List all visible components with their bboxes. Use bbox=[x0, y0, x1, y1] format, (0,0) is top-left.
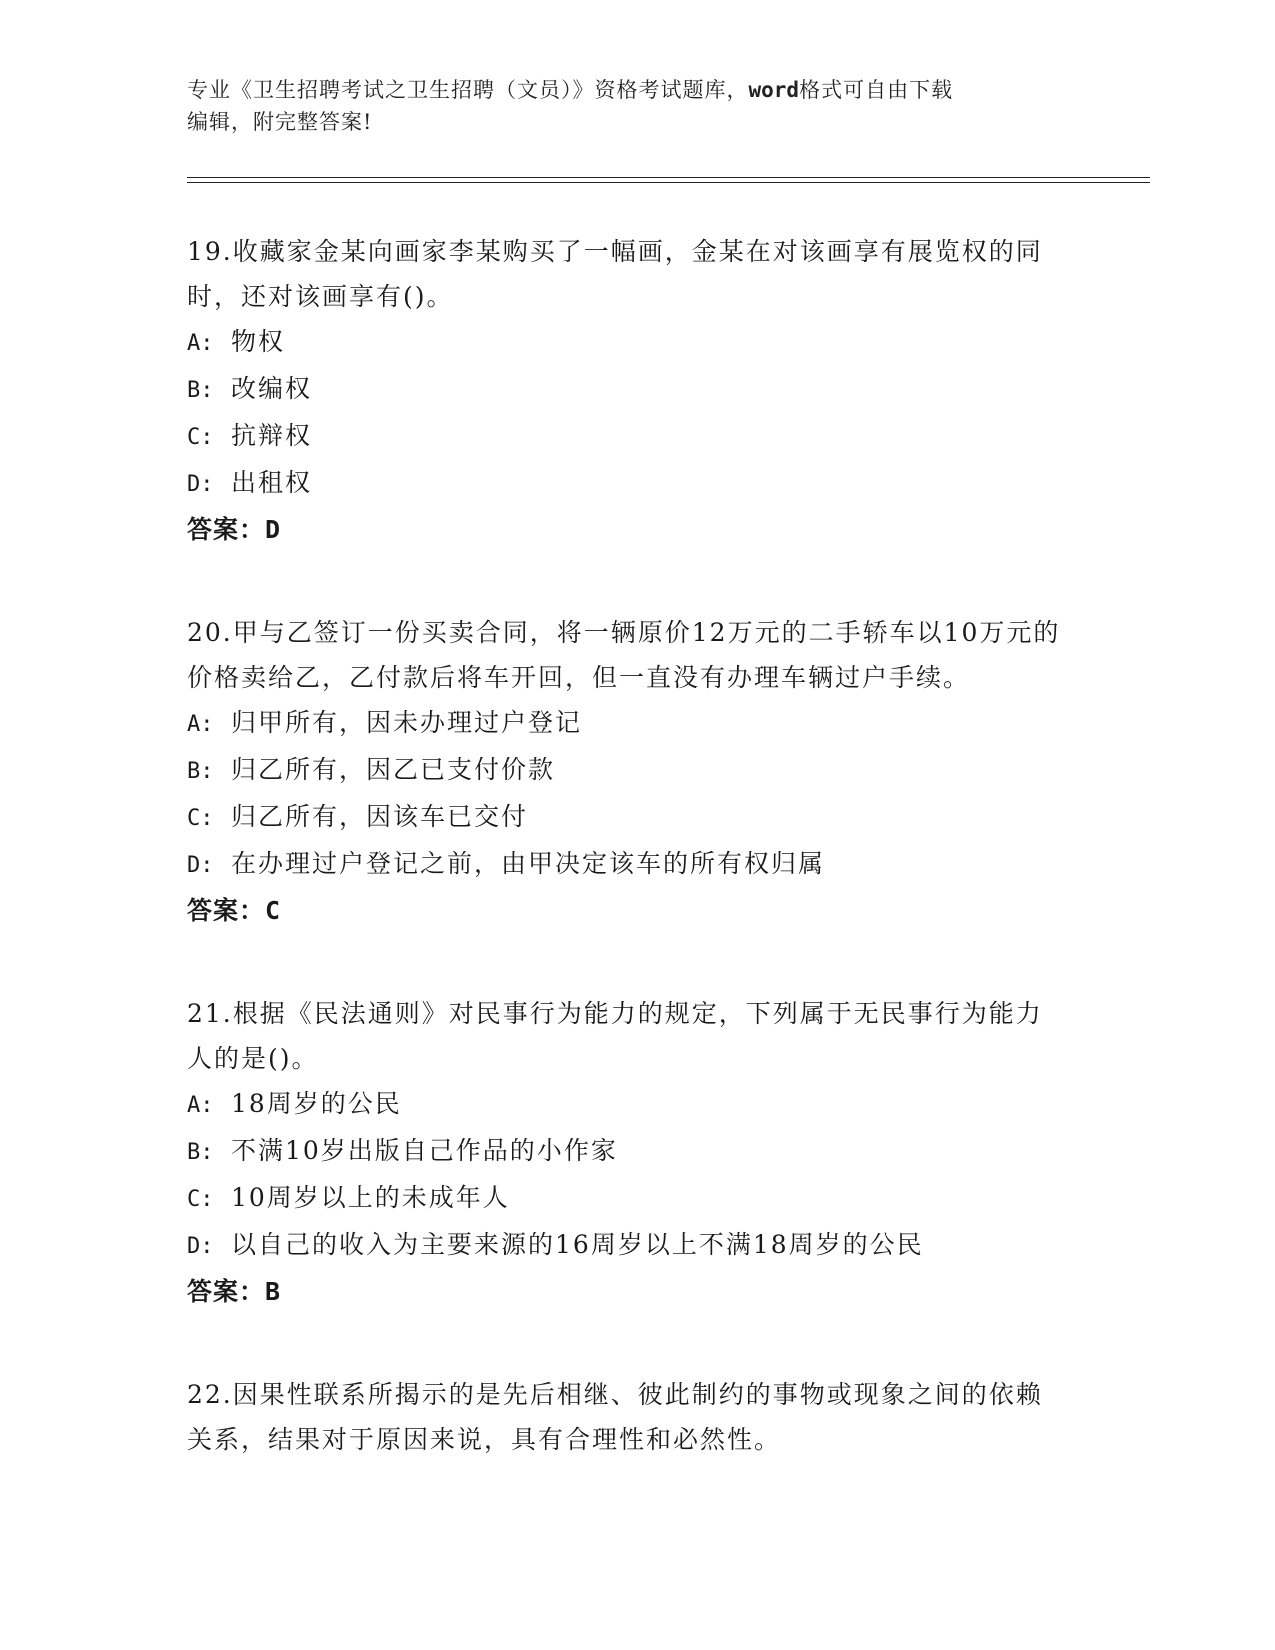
question-19 bbox=[187, 229, 1067, 552]
option-text: 不满10岁出版自己作品的小作家 bbox=[231, 1136, 618, 1165]
question-text: 19.收藏家金某向画家李某购买了一幅画，金某在对该画享有展览权的同时，还对该画享有()。 bbox=[187, 237, 1043, 311]
option-a bbox=[187, 700, 1067, 747]
option-a bbox=[187, 1081, 1067, 1128]
header-divider-top bbox=[187, 177, 1150, 178]
option-letter: A: bbox=[187, 712, 214, 737]
answer-label: 答案： bbox=[187, 515, 266, 544]
option-letter: B: bbox=[187, 759, 214, 784]
header-text-a: 专业《卫生招聘考试之卫生招聘（文员）》资格考试题库， bbox=[187, 78, 749, 102]
option-d bbox=[187, 841, 1067, 888]
option-letter: C: bbox=[187, 425, 214, 450]
option-b bbox=[187, 1128, 1067, 1175]
header-word: word bbox=[748, 78, 800, 102]
option-text: 以自己的收入为主要来源的16周岁以上不满18周岁的公民 bbox=[231, 1230, 924, 1259]
option-text: 归乙所有，因该车已交付 bbox=[231, 802, 529, 831]
answer-line bbox=[187, 888, 1067, 933]
option-text: 10周岁以上的未成年人 bbox=[231, 1183, 510, 1212]
option-c bbox=[187, 413, 1067, 460]
question-text: 20.甲与乙签订一份买卖合同，将一辆原价12万元的二手轿车以10万元的价格卖给乙，乙付款后将车开回，但一直没有办理车辆过户手续。 bbox=[187, 618, 1061, 692]
option-d bbox=[187, 1222, 1067, 1269]
option-letter: D: bbox=[187, 1234, 214, 1259]
option-letter: A: bbox=[187, 331, 214, 356]
question-22 bbox=[187, 1372, 1067, 1462]
option-text: 改编权 bbox=[231, 374, 313, 403]
question-list bbox=[187, 229, 1067, 1520]
option-letter: B: bbox=[187, 1140, 214, 1165]
header-text-b: 格式可自由下载 bbox=[799, 78, 954, 102]
answer-label: 答案： bbox=[187, 1277, 266, 1306]
option-letter: D: bbox=[187, 472, 214, 497]
answer-line bbox=[187, 1269, 1067, 1314]
answer-value: C bbox=[265, 896, 282, 925]
option-letter: C: bbox=[187, 806, 214, 831]
option-c bbox=[187, 794, 1067, 841]
answer-value: D bbox=[265, 515, 282, 544]
question-text: 21.根据《民法通则》对民事行为能力的规定，下列属于无民事行为能力人的是()。 bbox=[187, 999, 1043, 1073]
option-b bbox=[187, 747, 1067, 794]
option-text: 物权 bbox=[231, 327, 286, 356]
header-line-2: 编辑，附完整答案! bbox=[187, 110, 373, 134]
document-header bbox=[187, 74, 1067, 138]
question-21 bbox=[187, 991, 1067, 1314]
answer-label: 答案： bbox=[187, 896, 266, 925]
option-a bbox=[187, 319, 1067, 366]
option-letter: B: bbox=[187, 378, 214, 403]
question-20 bbox=[187, 610, 1067, 933]
option-text: 18周岁的公民 bbox=[231, 1089, 402, 1118]
header-divider-bottom bbox=[187, 182, 1150, 183]
option-text: 抗辩权 bbox=[231, 421, 313, 450]
option-text: 归乙所有，因乙已支付价款 bbox=[231, 755, 556, 784]
option-letter: A: bbox=[187, 1093, 214, 1118]
header-line-1 bbox=[187, 74, 1067, 106]
answer-line bbox=[187, 507, 1067, 552]
option-b bbox=[187, 366, 1067, 413]
option-d bbox=[187, 460, 1067, 507]
option-c bbox=[187, 1175, 1067, 1222]
question-text: 22.因果性联系所揭示的是先后相继、彼此制约的事物或现象之间的依赖关系，结果对于原因来说，具有合理性和必然性。 bbox=[187, 1380, 1043, 1454]
option-text: 出租权 bbox=[231, 468, 313, 497]
option-text: 归甲所有，因未办理过户登记 bbox=[231, 708, 583, 737]
option-letter: C: bbox=[187, 1187, 214, 1212]
option-text: 在办理过户登记之前，由甲决定该车的所有权归属 bbox=[231, 849, 826, 878]
option-letter: D: bbox=[187, 853, 214, 878]
answer-value: B bbox=[265, 1277, 282, 1306]
